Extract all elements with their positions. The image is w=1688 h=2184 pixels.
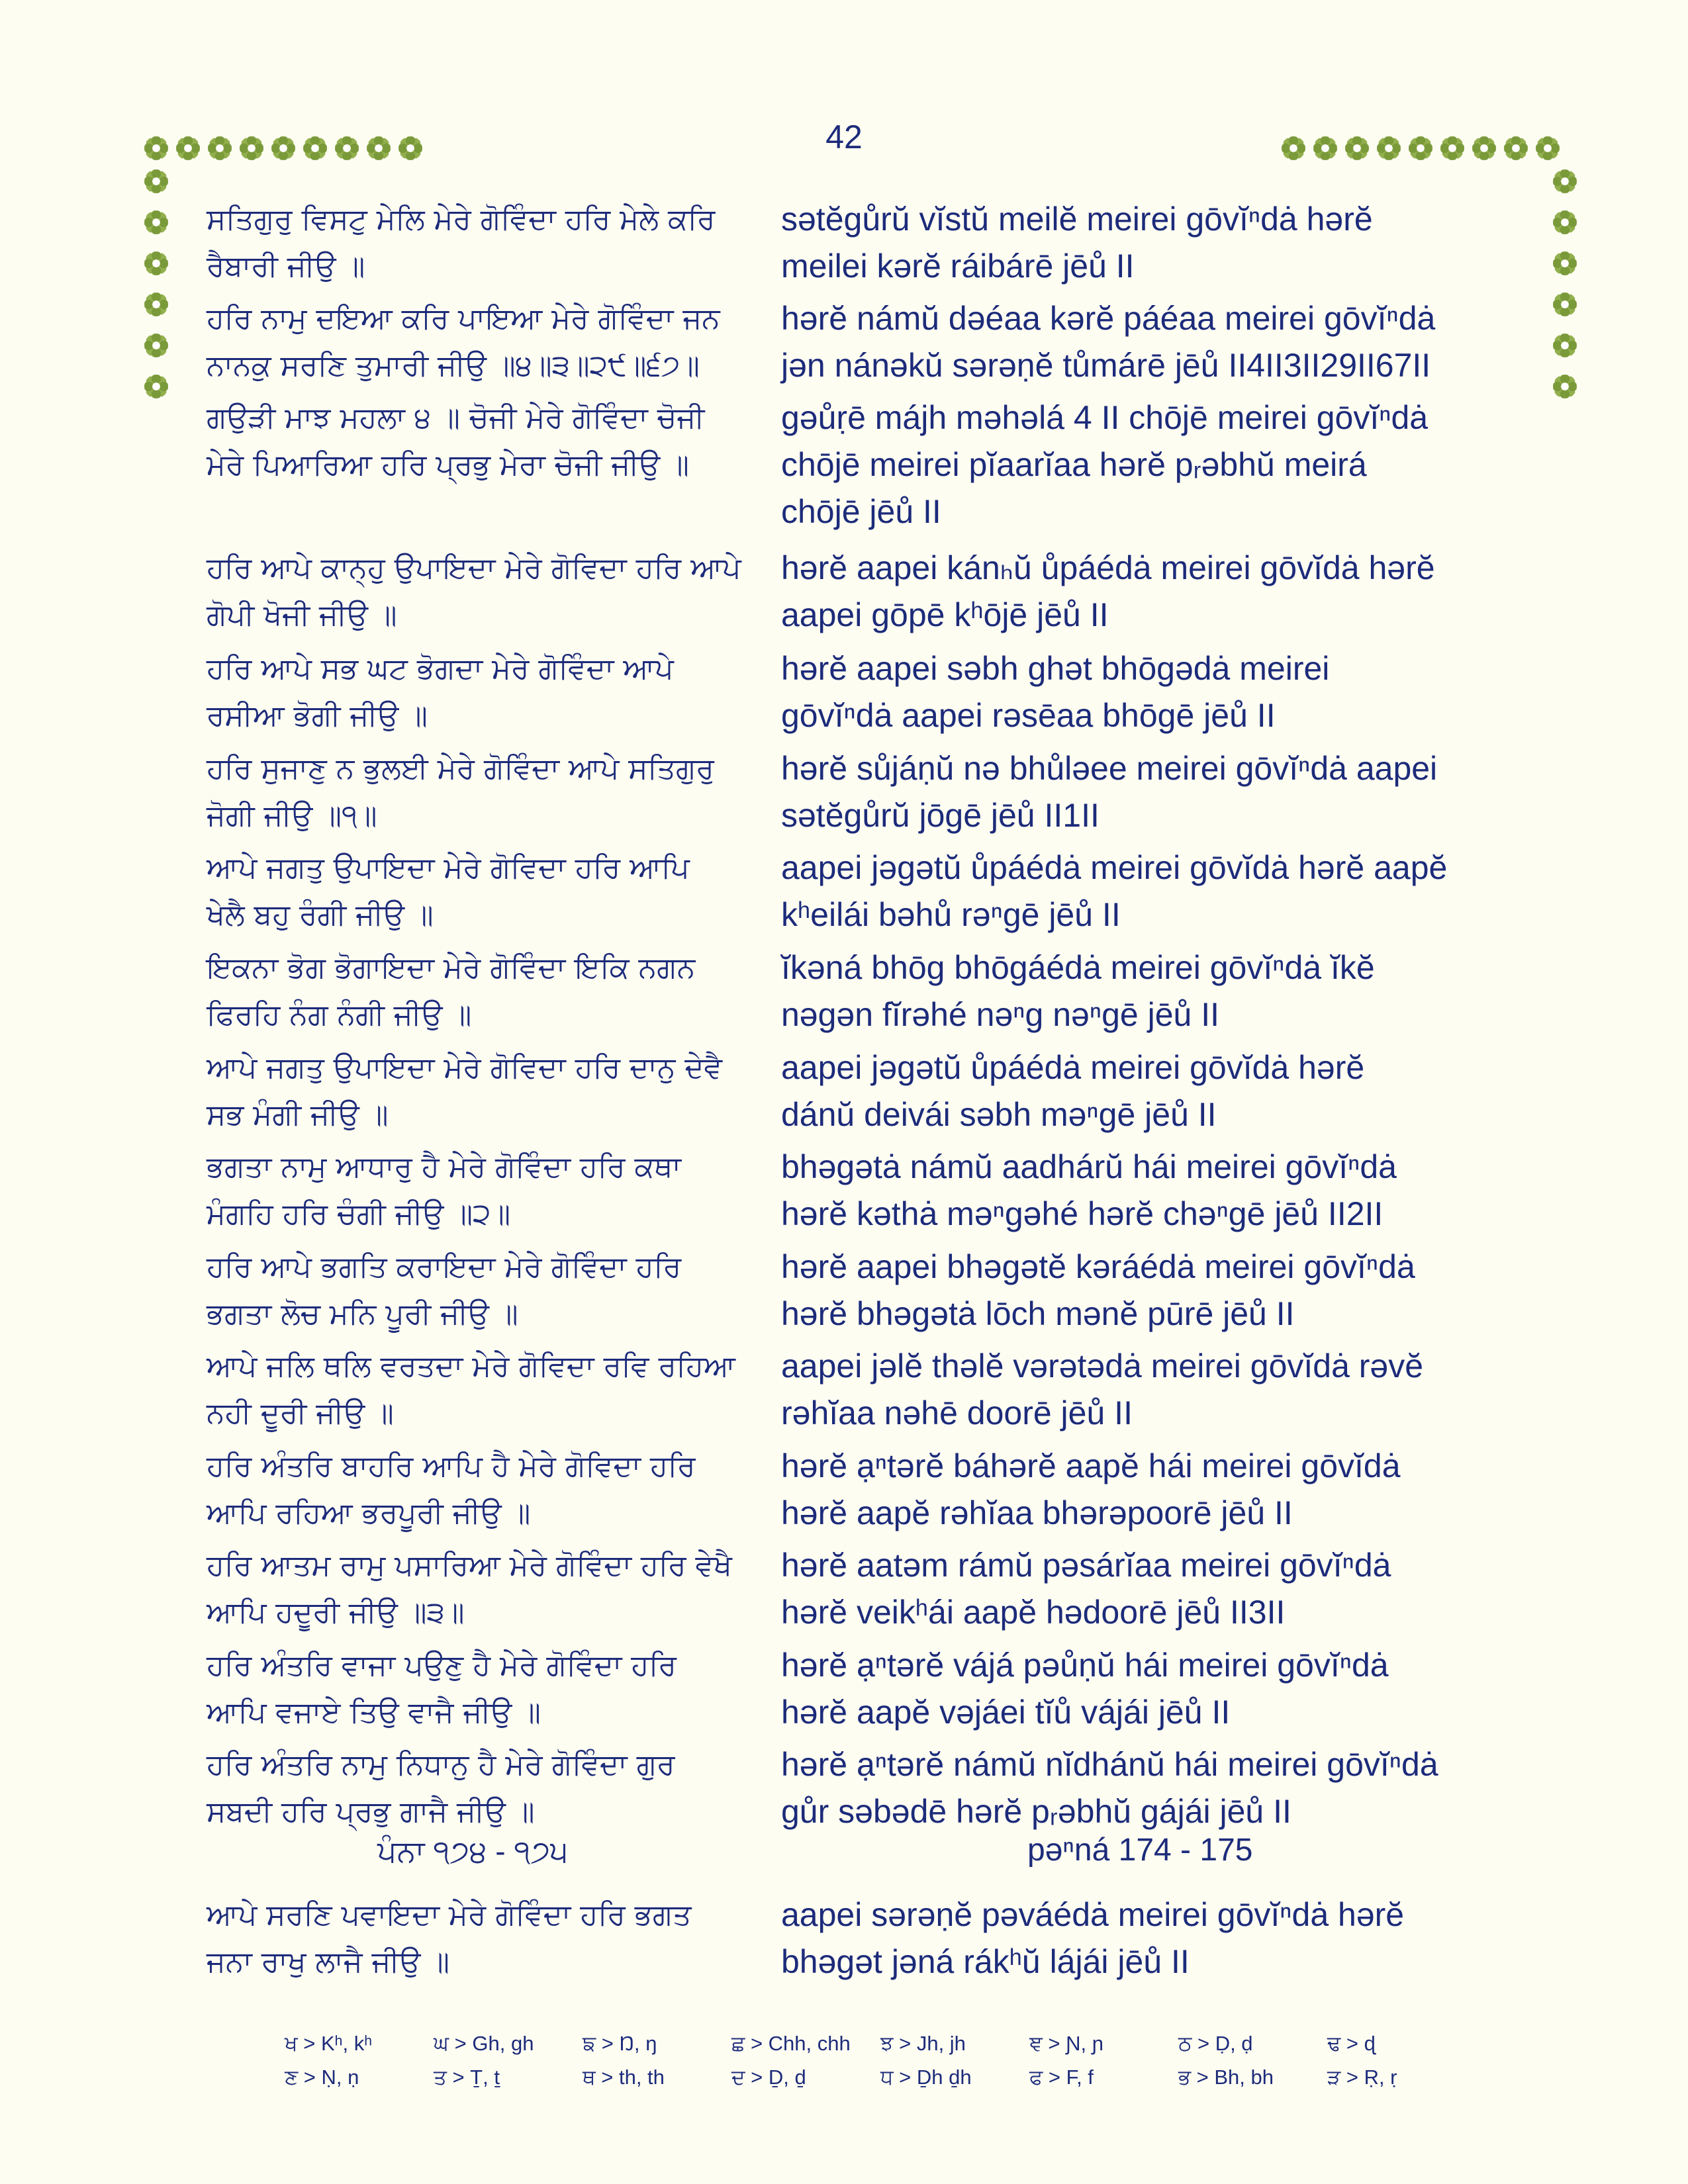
gurmukhi-line: ਸਭ ਮੰਗੀ ਜੀਉ ॥ (207, 1098, 389, 1132)
gurmukhi-line: ਸਤਿਗੁਰੁ ਵਿਸਟੁ ਮੇਲਿ ਮੇਰੇ ਗੋਵਿੰਦਾ ਹਰਿ ਮੇਲੇ ਕਰਿ (207, 203, 716, 236)
verse-transliteration (781, 1542, 1523, 1636)
verse-gurmukhi (207, 944, 769, 1038)
flower-ornament-icon (144, 375, 168, 398)
verse-transliteration (781, 844, 1523, 938)
gurmukhi-line: ਹਰਿ ਨਾਮੁ ਦਇਆ ਕਰਿ ਪਾਇਆ ਮੇਰੇ ਗੋਵਿੰਦਾ ਜਨ (207, 302, 720, 336)
flower-ornament-icon (144, 136, 168, 160)
gurmukhi-line: ਹਰਿ ਅੰਤਰਿ ਨਾਮੁ ਨਿਧਾਨੁ ਹੈ ਮੇਰੇ ਗੋਵਿੰਦਾ ਗੁਰ (207, 1748, 675, 1782)
gurmukhi-line: ਭਗਤਾ ਨਾਮੁ ਆਧਾਰੁ ਹੈ ਮੇਰੇ ਗੋਵਿੰਦਾ ਹਰਿ ਕਥਾ (207, 1150, 681, 1184)
legend-entry: ੜ > Ṛ, ṛ (1327, 2066, 1397, 2089)
gurmukhi-line: ਆਪੇ ਸਰਣਿ ਪਵਾਇਦਾ ਮੇਰੇ ਗੋਵਿੰਦਾ ਹਰਿ ਭਗਤ (207, 1898, 692, 1932)
flower-ornament-icon (144, 334, 168, 357)
gurmukhi-line: ਆਪੇ ਜਗਤੁ ਉਪਾਇਦਾ ਮੇਰੇ ਗੋਵਿਦਾ ਹਰਿ ਦਾਨੁ ਦੇਵੈ (207, 1051, 723, 1085)
translit-line: hərĕ ạⁿtərĕ námŭ nĭdhánŭ hái meirei gōvĭⁿdȧ (781, 1746, 1438, 1783)
verse-transliteration (781, 1443, 1523, 1537)
gurmukhi-line: ਨਹੀ ਦੂਰੀ ਜੀਉ ॥ (207, 1396, 394, 1430)
flower-ornament-icon (1553, 375, 1577, 398)
gurmukhi-line: ਆਪੇ ਜਲਿ ਥਲਿ ਵਰਤਦਾ ਮੇਰੇ ਗੋਵਿਦਾ ਰਵਿ ਰਹਿਆ (207, 1349, 735, 1383)
legend-entry: ਛ > Chh, chh (731, 2032, 851, 2055)
page-number: 42 (825, 118, 863, 156)
gurmukhi-line: ਗਉੜੀ ਮਾਝ ਮਹਲਾ ੪ ॥ ਚੋਜੀ ਮੇਰੇ ਗੋਵਿੰਦਾ ਚੋਜੀ (207, 401, 705, 435)
translit-line: hərĕ ạⁿtərĕ vájá pəůṇŭ hái meirei gōvĭⁿdȧ (781, 1647, 1389, 1684)
flower-ornament-icon (1440, 136, 1464, 160)
flower-ornament-icon (144, 293, 168, 316)
translit-line: aapei jəlĕ thəlĕ vərətədȧ meirei gōvĭdȧ rəvĕ (781, 1347, 1424, 1385)
translit-line: aapei jəgətŭ ůpáédȧ meirei gōvĭdȧ hərĕ (781, 1049, 1365, 1086)
legend-entry: ਭ > Bh, bh (1178, 2066, 1274, 2089)
flower-ornament-icon (144, 210, 168, 234)
gurmukhi-line: ਨਾਨਕੁ ਸਰਣਿ ਤੁਮਾਰੀ ਜੀਉ ॥੪॥੩॥੨੯॥੬੭॥ (207, 349, 700, 383)
translit-line: hərĕ aapei kánₕŭ ůpáédȧ meirei gōvĭdȧ hərĕ (781, 549, 1435, 586)
verse-transliteration (781, 545, 1523, 639)
translit-line: hərĕ námŭ dəéaa kərĕ páéaa meirei gōvĭⁿdȧ (781, 300, 1436, 337)
flower-ornament-icon (335, 136, 359, 160)
translit-line: gůr səbədē hərĕ pᵣəbhŭ gájái jēů II (781, 1793, 1291, 1830)
transliteration-legend (285, 2032, 1476, 2090)
flower-ornament-icon (1472, 136, 1496, 160)
translit-line: hərĕ ạⁿtərĕ báhərĕ aapĕ hái meirei gōvĭdȧ (781, 1447, 1401, 1484)
translit-line: chōjē meirei pĭaarĭaa hərĕ pᵣəbhŭ meirá (781, 446, 1367, 483)
verse-transliteration (781, 1244, 1523, 1338)
flower-ornament-icon (240, 136, 263, 160)
translit-line: hərĕ aatəm rámŭ pəsárĭaa meirei gōvĭⁿdȧ (781, 1547, 1391, 1584)
gurmukhi-line: ਹਰਿ ਆਤਮ ਰਾਮੁ ਪਸਾਰਿਆ ਮੇਰੇ ਗੋਵਿੰਦਾ ਹਰਿ ਵੇਖੈ (207, 1549, 732, 1582)
flower-ornament-icon (1313, 136, 1337, 160)
verse-transliteration (781, 295, 1523, 389)
translit-line: bhəgətȧ námŭ aadhárŭ hái meirei gōvĭⁿdȧ (781, 1148, 1397, 1185)
translit-line: sətĕgůrŭ jōgē jēů II1II (781, 797, 1100, 834)
flower-ornament-icon (1553, 334, 1577, 357)
flower-ornament-icon (303, 136, 327, 160)
final-verse-gurmukhi (207, 1891, 769, 1985)
flower-ornament-icon (271, 136, 295, 160)
right-flower-border (1553, 169, 1577, 398)
verse-transliteration (781, 645, 1523, 739)
translit-line: dánŭ deivái səbh məⁿgē jēů II (781, 1096, 1217, 1133)
verse-gurmukhi (207, 1244, 769, 1338)
verse-gurmukhi (207, 295, 769, 389)
translit-line: hərĕ aapĕ rəhĭaa bhərəpoorē jēů II (781, 1494, 1293, 1531)
gurmukhi-line: ਖੇਲੈ ਬਹੁ ਰੰਗੀ ਜੀਉ ॥ (207, 898, 434, 932)
top-left-flower-border (144, 136, 422, 160)
legend-entry: ਫ > F, f (1029, 2066, 1094, 2089)
translit-line: jən nánəkŭ sərəṇĕ tůmárē jēů II4II3II29II67II (781, 347, 1431, 384)
gurmukhi-line: ਇਕਨਾ ਭੋਗ ਭੋਗਾਇਦਾ ਮੇਰੇ ਗੋਵਿੰਦਾ ਇਕਿ ਨਗਨ (207, 951, 696, 985)
verse-gurmukhi (207, 1741, 769, 1835)
legend-entry: ਘ > Gh, gh (434, 2032, 534, 2055)
gurmukhi-line: ਗੋਪੀ ਖੋਜੀ ਜੀਉ ॥ (207, 598, 397, 632)
verse-transliteration (781, 1343, 1523, 1437)
translit-line: hərĕ kəthȧ məⁿgəhé hərĕ chəⁿgē jēů II2II (781, 1195, 1383, 1232)
translit-line: ĭkəná bhōg bhōgáédȧ meirei gōvĭⁿdȧ ĭkĕ (781, 949, 1375, 986)
flower-ornament-icon (1282, 136, 1305, 160)
translit-line: sətĕgůrŭ vĭstŭ meilĕ meirei gōvĭⁿdȧ hərĕ (781, 201, 1373, 238)
flower-ornament-icon (1377, 136, 1401, 160)
gurmukhi-line: ਮੇਰੇ ਪਿਆਰਿਆ ਹਰਿ ਪ੍ਰਭੁ ਮੇਰਾ ਚੋਜੀ ਜੀਉ ॥ (207, 448, 689, 482)
translit-line: hərĕ bhəgətȧ lōch mənĕ pūrē jēů II (781, 1295, 1295, 1332)
left-flower-border (144, 169, 168, 398)
verse-transliteration (781, 745, 1523, 839)
gurmukhi-line: ਆਪਿ ਹਦੂਰੀ ਜੀਉ ॥੩॥ (207, 1596, 465, 1629)
flower-ornament-icon (1553, 251, 1577, 275)
verse-gurmukhi (207, 1044, 769, 1138)
flower-ornament-icon (1536, 136, 1560, 160)
translit-line: chōjē jēů II (781, 493, 941, 530)
flower-ornament-icon (399, 136, 422, 160)
translit-line: hərĕ aapĕ vəjáei tĭů vájái jēů II (781, 1694, 1231, 1731)
gurmukhi-line: ਹਰਿ ਅੰਤਰਿ ਵਾਜਾ ਪਉਣੁ ਹੈ ਮੇਰੇ ਗੋਵਿੰਦਾ ਹਰਿ (207, 1649, 677, 1682)
flower-ornament-icon (1504, 136, 1528, 160)
gurmukhi-line: ਮੰਗਹਿ ਹਰਿ ਚੰਗੀ ਜੀਉ ॥੨॥ (207, 1197, 511, 1231)
final-verse-transliteration (781, 1891, 1523, 1985)
verse-transliteration (781, 1642, 1523, 1736)
gurmukhi-line: ਸਬਦੀ ਹਰਿ ਪ੍ਰਭੁ ਗਾਜੈ ਜੀਉ ॥ (207, 1795, 535, 1829)
translit-line: hərĕ aapei bhəgətĕ kəráédȧ meirei gōvĭⁿdȧ (781, 1248, 1415, 1285)
verse-transliteration (781, 196, 1523, 290)
legend-entry: ਖ > Kʰ, kʰ (285, 2032, 373, 2055)
translit-line: gōvĭⁿdȧ aapei rəsēaa bhōgē jēů II (781, 697, 1276, 734)
flower-ornament-icon (367, 136, 391, 160)
verse-gurmukhi (207, 1542, 769, 1636)
flower-ornament-icon (1345, 136, 1369, 160)
legend-entry: ਤ > Ṯ, ṯ (434, 2066, 500, 2089)
legend-entry: ਝ > Jh, jh (880, 2032, 966, 2055)
verse-transliteration (781, 1044, 1523, 1138)
verse-gurmukhi (207, 545, 769, 639)
flower-ornament-icon (1553, 169, 1577, 193)
gurmukhi-line: ਹਰਿ ਸੁਜਾਣੁ ਨ ਭੁਲਈ ਮੇਰੇ ਗੋਵਿੰਦਾ ਆਪੇ ਸਤਿਗੁਰੁ (207, 752, 714, 786)
flower-ornament-icon (1553, 293, 1577, 316)
verse-transliteration (781, 1741, 1523, 1835)
legend-entry: ਣ > Ṇ, ṇ (285, 2066, 359, 2089)
translit-line: rəhĭaa nəhē doorē jēů II (781, 1394, 1133, 1432)
verse-gurmukhi (207, 394, 769, 488)
legend-entry: ਢ > ɖ (1327, 2032, 1376, 2055)
verse-gurmukhi (207, 645, 769, 739)
gurmukhi-line: ਭਗਤਾ ਲੋਚ ਮਨਿ ਪੂਰੀ ਜੀਉ ॥ (207, 1297, 518, 1331)
gurmukhi-line: ਆਪੇ ਜਗਤੁ ਉਪਾਇਦਾ ਮੇਰੇ ਗੋਵਿਦਾ ਹਰਿ ਆਪਿ (207, 851, 690, 885)
legend-entry: ਙ > Ŋ, ŋ (583, 2032, 657, 2055)
verse-gurmukhi (207, 1443, 769, 1537)
legend-entry: ਥ > th, th (583, 2066, 665, 2089)
pana-transliteration: pəⁿná 174 - 175 (1027, 1833, 1253, 1868)
translit-line: meilei kərĕ ráibárē jēů II (781, 248, 1135, 285)
translit-line: hərĕ sůjáṇŭ nə bhůləee meirei gōvĭⁿdȧ aapei (781, 750, 1438, 787)
legend-entry: ਠ > Ḍ, ḍ (1178, 2032, 1253, 2055)
gurmukhi-line: ਰੈਬਾਰੀ ਜੀਉ ॥ (207, 250, 365, 283)
gurmukhi-line: ਫਿਰਹਿ ਨੰਗ ਨੰਗੀ ਜੀਉ ॥ (207, 998, 472, 1032)
verse-gurmukhi (207, 1642, 769, 1736)
flower-ornament-icon (144, 169, 168, 193)
legend-entry: ਧ > Ḏh ḏh (880, 2066, 972, 2089)
translit-line: nəgən fĭrəhé nəⁿg nəⁿgē jēů II (781, 996, 1219, 1033)
verse-gurmukhi (207, 196, 769, 290)
translit-line: hərĕ aapei səbh ghət bhōgədȧ meirei (781, 650, 1330, 687)
top-right-flower-border (1282, 136, 1560, 160)
flower-ornament-icon (1553, 210, 1577, 234)
verse-transliteration (781, 944, 1523, 1038)
gurmukhi-line: ਰਸੀਆ ਭੋਗੀ ਜੀਉ ॥ (207, 699, 428, 733)
flower-ornament-icon (1409, 136, 1432, 160)
translit-line: hərĕ veikʰái aapĕ hədoorē jēů II3II (781, 1594, 1286, 1631)
gurmukhi-line: ਜੋਗੀ ਜੀਉ ॥੧॥ (207, 799, 377, 833)
flower-ornament-icon (208, 136, 232, 160)
gurmukhi-line: ਹਰਿ ਅੰਤਰਿ ਬਾਹਰਿ ਆਪਿ ਹੈ ਮੇਰੇ ਗੋਵਿਦਾ ਹਰਿ (207, 1449, 696, 1483)
verse-gurmukhi (207, 1343, 769, 1437)
translit-line: aapei sərəṇĕ pəváédȧ meirei gōvĭⁿdȧ hərĕ (781, 1896, 1405, 1933)
gurmukhi-line: ਆਪਿ ਰਹਿਆ ਭਰਪੂਰੀ ਜੀਉ ॥ (207, 1496, 531, 1530)
verse-transliteration (781, 394, 1523, 535)
translit-line: aapei jəgətŭ ůpáédȧ meirei gōvĭdȧ hərĕ aapĕ (781, 849, 1448, 886)
translit-line: bhəgət jəná rákʰŭ lájái jēů II (781, 1943, 1190, 1980)
verse-gurmukhi (207, 844, 769, 938)
legend-entry: ਞ > Ɲ, ɲ (1029, 2032, 1103, 2055)
verse-gurmukhi (207, 745, 769, 839)
legend-entry: ਦ > Ḏ, ḏ (731, 2066, 806, 2089)
gurmukhi-line: ਹਰਿ ਆਪੇ ਕਾਨ੍ਹੁ ਉਪਾਇਦਾ ਮੇਰੇ ਗੋਵਿਦਾ ਹਰਿ ਆਪੇ (207, 551, 741, 585)
gurmukhi-line: ਹਰਿ ਆਪੇ ਭਗਤਿ ਕਰਾਇਦਾ ਮੇਰੇ ਗੋਵਿੰਦਾ ਹਰਿ (207, 1250, 682, 1284)
gurmukhi-line: ਜਨਾ ਰਾਖੁ ਲਾਜੈ ਜੀਉ ॥ (207, 1945, 450, 1979)
flower-ornament-icon (176, 136, 200, 160)
verse-transliteration (781, 1144, 1523, 1238)
translit-line: aapei gōpē kʰōjē jēů II (781, 596, 1109, 633)
pana-gurmukhi: ਪੰਨਾ ੧੭੪ - ੧੭੫ (377, 1834, 569, 1868)
verse-gurmukhi (207, 1144, 769, 1238)
flower-ornament-icon (144, 251, 168, 275)
translit-line: gəůṛē májh məhəlá 4 II chōjē meirei gōvĭⁿdȧ (781, 399, 1429, 436)
gurmukhi-line: ਹਰਿ ਆਪੇ ਸਭ ਘਟ ਭੋਗਦਾ ਮੇਰੇ ਗੋਵਿੰਦਾ ਆਪੇ (207, 652, 674, 686)
translit-line: kʰeilái bəhů rəⁿgē jēů II (781, 896, 1121, 933)
gurmukhi-line: ਆਪਿ ਵਜਾਏ ਤਿਉ ਵਾਜੈ ਜੀਉ ॥ (207, 1696, 541, 1729)
